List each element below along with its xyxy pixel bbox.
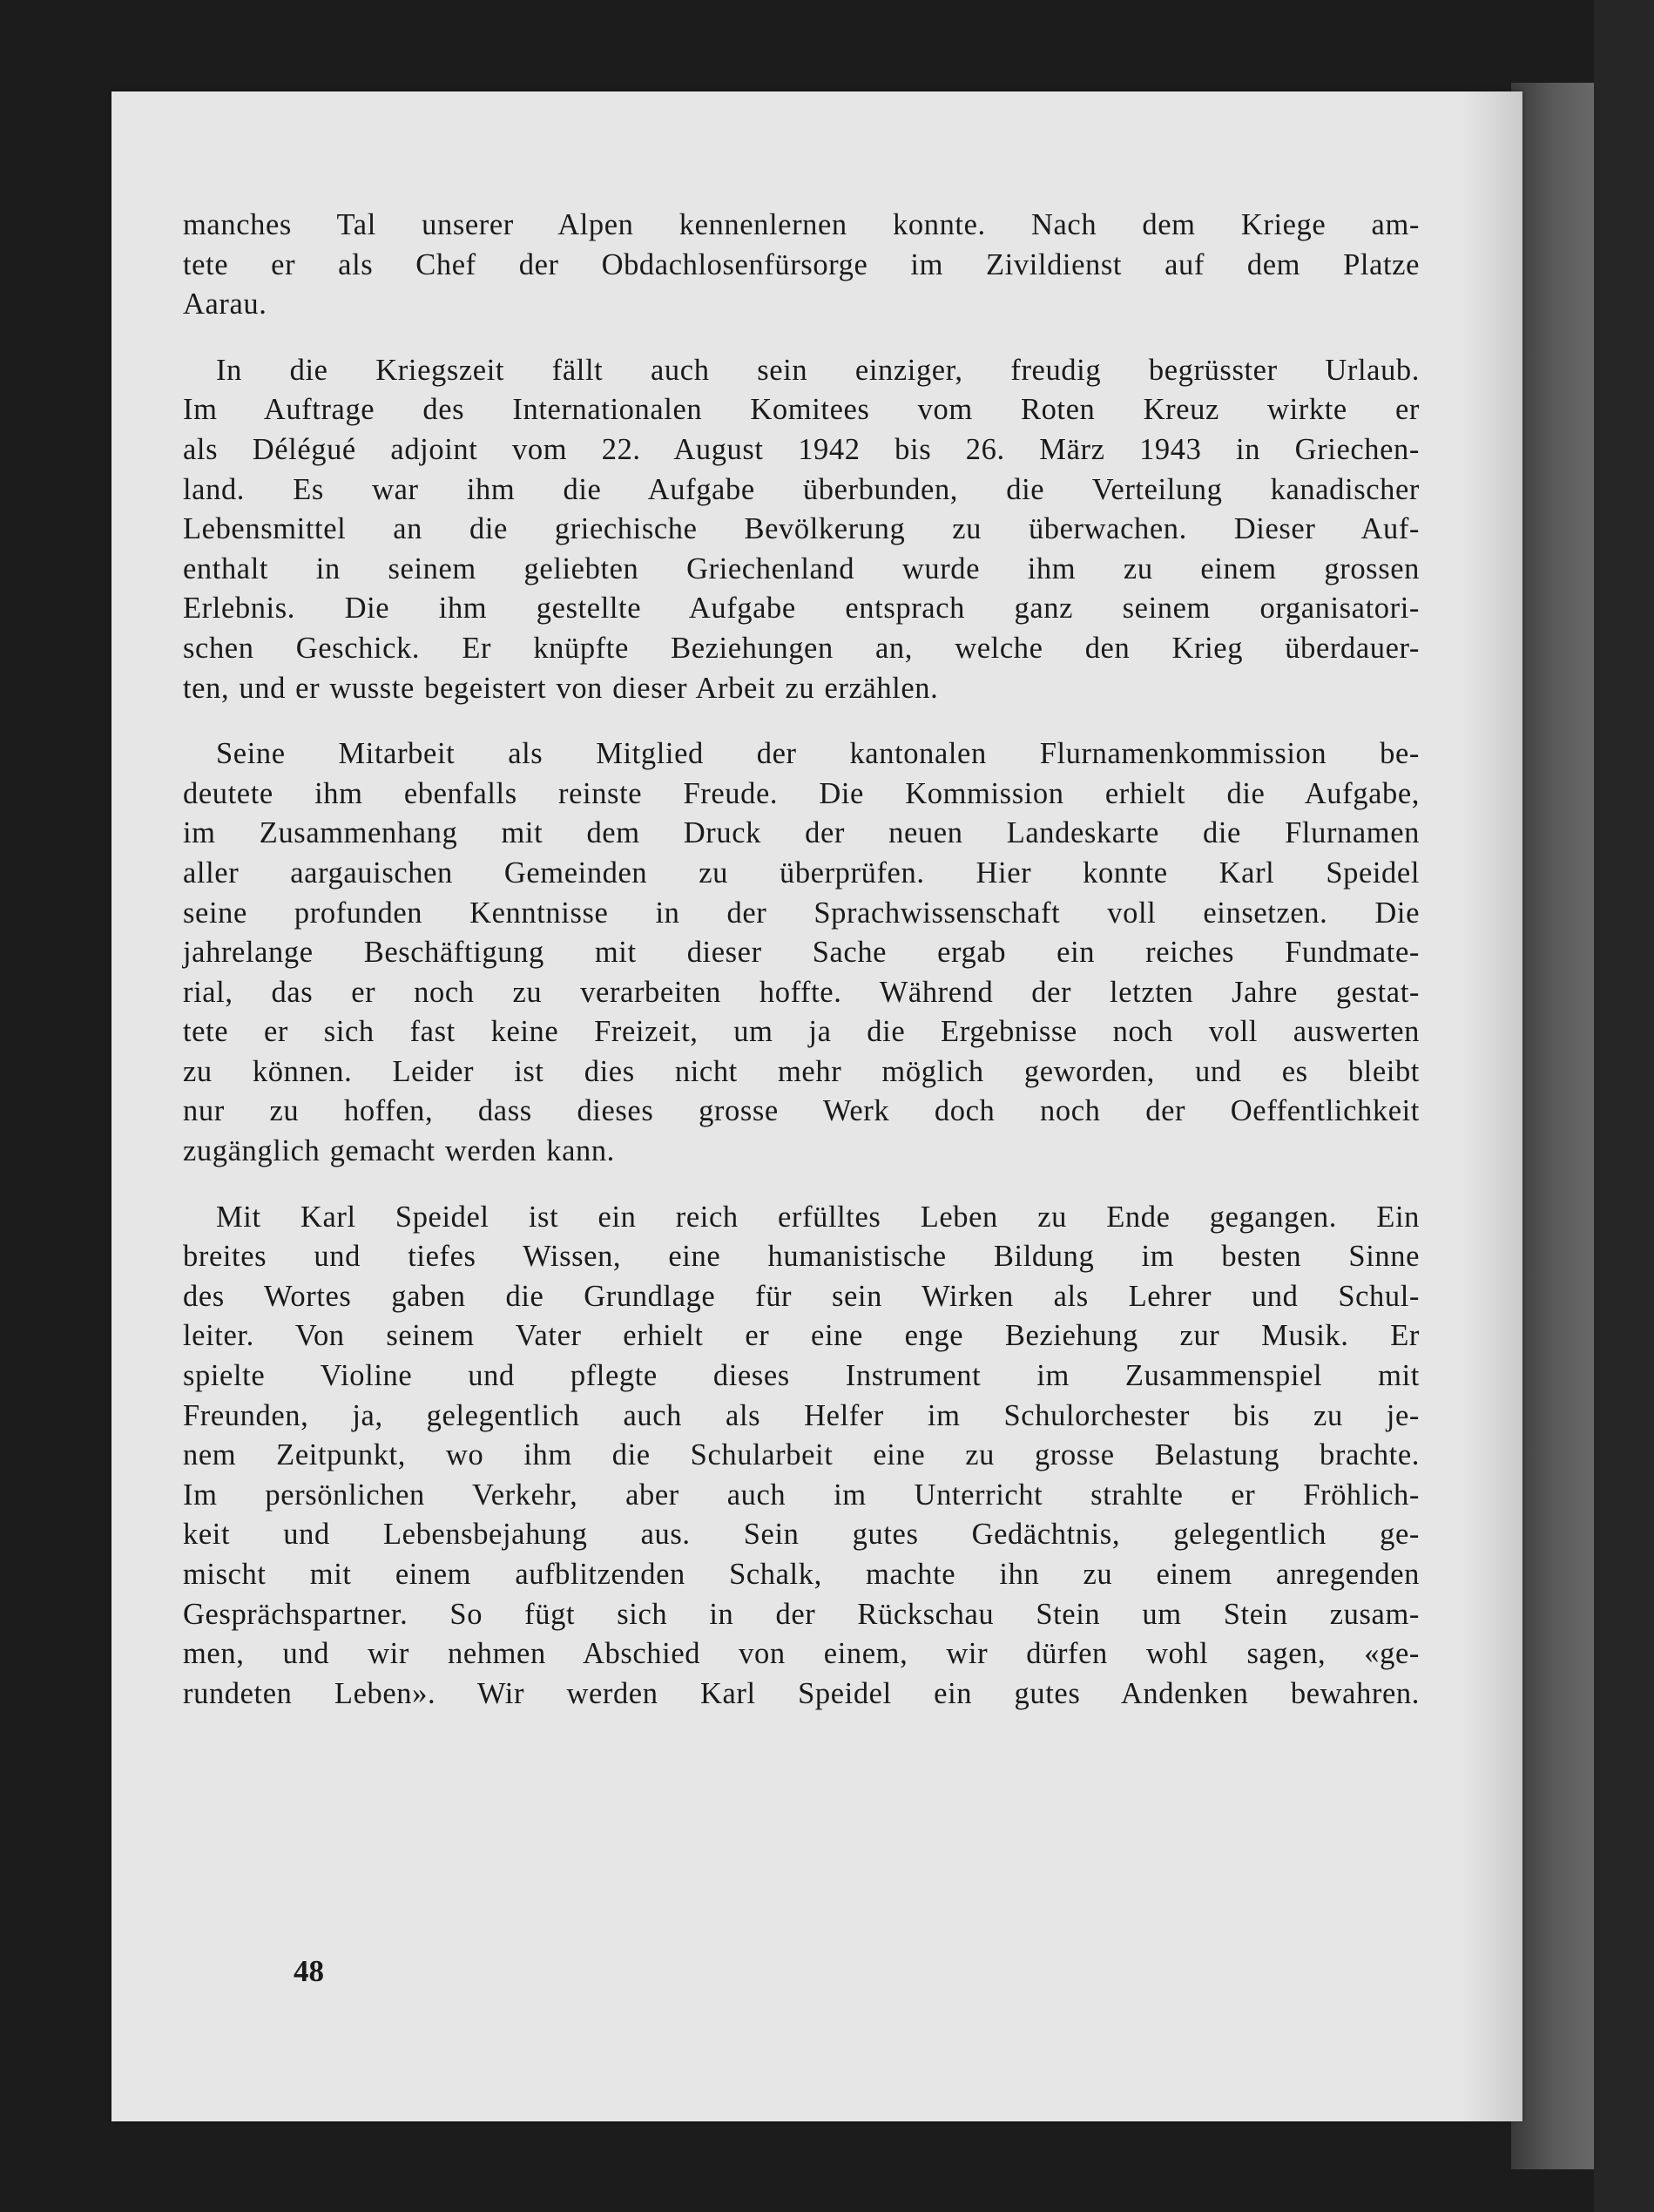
text-line: Freunden, ja, gelegentlich auch als Helfer im Schulorchester bis zu je-: [183, 1398, 1420, 1432]
text-line: im Zusammenhang mit dem Druck der neuen Landeskarte die Flurnamen: [183, 816, 1420, 850]
page-number: 48: [294, 1954, 324, 1988]
paragraph-1: [183, 206, 1420, 325]
text-line: Erlebnis. Die ihm gestellte Aufgabe entsprach ganz seinem organisatori-: [183, 592, 1420, 626]
text-line: deutete ihm ebenfalls reinste Freude. Die Kommission erhielt die Aufgabe,: [183, 776, 1420, 810]
page-body-text: [183, 206, 1420, 1740]
text-line: Seine Mitarbeit als Mitglied der kantonalen Flurnamenkommission be-: [216, 737, 1420, 771]
text-line: tete er als Chef der Obdachlosenfürsorge im Zivildienst auf dem Platze: [183, 247, 1420, 281]
text-line: Im persönlichen Verkehr, aber auch im Unterricht strahlte er Fröhlich-: [183, 1478, 1420, 1512]
text-line: keit und Lebensbejahung aus. Sein gutes Gedächtnis, gelegentlich ge-: [183, 1518, 1420, 1552]
text-line: mischt mit einem aufblitzenden Schalk, machte ihn zu einem anregenden: [183, 1558, 1420, 1591]
paragraph-2: [183, 351, 1420, 708]
paragraph-3: [183, 734, 1420, 1172]
text-line: schen Geschick. Er knüpfte Beziehungen an, welche den Krieg überdauer-: [183, 631, 1420, 665]
book-edge-shadow: [1594, 0, 1654, 2212]
text-line: zu können. Leider ist dies nicht mehr möglich geworden, und es bleibt: [183, 1054, 1420, 1088]
paragraph-4: [183, 1198, 1420, 1715]
text-line: seine profunden Kenntnisse in der Sprachwissenschaft voll einsetzen. Die: [183, 896, 1420, 930]
text-line: enthalt in seinem geliebten Griechenland wurde ihm zu einem grossen: [183, 551, 1420, 585]
text-line: Im Auftrage des Internationalen Komitees vom Roten Kreuz wirkte er: [183, 393, 1420, 427]
text-line: jahrelange Beschäftigung mit dieser Sache ergab ein reiches Fundmate-: [183, 936, 1420, 970]
text-line: rial, das er noch zu verarbeiten hoffte. Während der letzten Jahre gestat-: [183, 975, 1420, 1009]
text-line: ten, und er wusste begeistert von dieser Arbeit zu erzählen.: [183, 671, 939, 705]
text-line: Aarau.: [183, 287, 267, 321]
text-line: leiter. Von seinem Vater erhielt er eine enge Beziehung zur Musik. Er: [183, 1319, 1420, 1353]
text-line: nem Zeitpunkt, wo ihm die Schularbeit eine zu grosse Belastung brachte.: [183, 1438, 1420, 1472]
text-line: spielte Violine und pflegte dieses Instrument im Zusammenspiel mit: [183, 1359, 1420, 1393]
text-line: In die Kriegszeit fällt auch sein einziger, freudig begrüsster Urlaub.: [216, 353, 1420, 387]
text-line: men, und wir nehmen Abschied von einem, wir dürfen wohl sagen, «ge-: [183, 1637, 1420, 1671]
text-line: land. Es war ihm die Aufgabe überbunden, die Verteilung kanadischer: [183, 472, 1420, 506]
text-line: breites und tiefes Wissen, eine humanistische Bildung im besten Sinne: [183, 1240, 1420, 1274]
text-line: aller aargauischen Gemeinden zu überprüfen. Hier konnte Karl Speidel: [183, 856, 1420, 890]
text-line: nur zu hoffen, dass dieses grosse Werk doch noch der Oeffentlichkeit: [183, 1094, 1420, 1128]
page-gutter-shade: [1462, 91, 1522, 2121]
text-line: Mit Karl Speidel ist ein reich erfülltes Leben zu Ende gegangen. Ein: [216, 1200, 1420, 1234]
text-line: tete er sich fast keine Freizeit, um ja die Ergebnisse noch voll auswerten: [183, 1015, 1420, 1049]
text-line: als Délégué adjoint vom 22. August 1942 bis 26. März 1943 in Griechen-: [183, 432, 1420, 466]
text-line: des Wortes gaben die Grundlage für sein Wirken als Lehrer und Schul-: [183, 1279, 1420, 1313]
text-line: zugänglich gemacht werden kann.: [183, 1134, 615, 1168]
text-line: Lebensmittel an die griechische Bevölkerung zu überwachen. Dieser Auf-: [183, 512, 1420, 546]
text-line: rundeten Leben». Wir werden Karl Speidel ein gutes Andenken bewahren.: [183, 1676, 1420, 1710]
text-line: Gesprächspartner. So fügt sich in der Rückschau Stein um Stein zusam-: [183, 1597, 1420, 1631]
text-line: manches Tal unserer Alpen kennenlernen konnte. Nach dem Kriege am-: [183, 208, 1420, 241]
